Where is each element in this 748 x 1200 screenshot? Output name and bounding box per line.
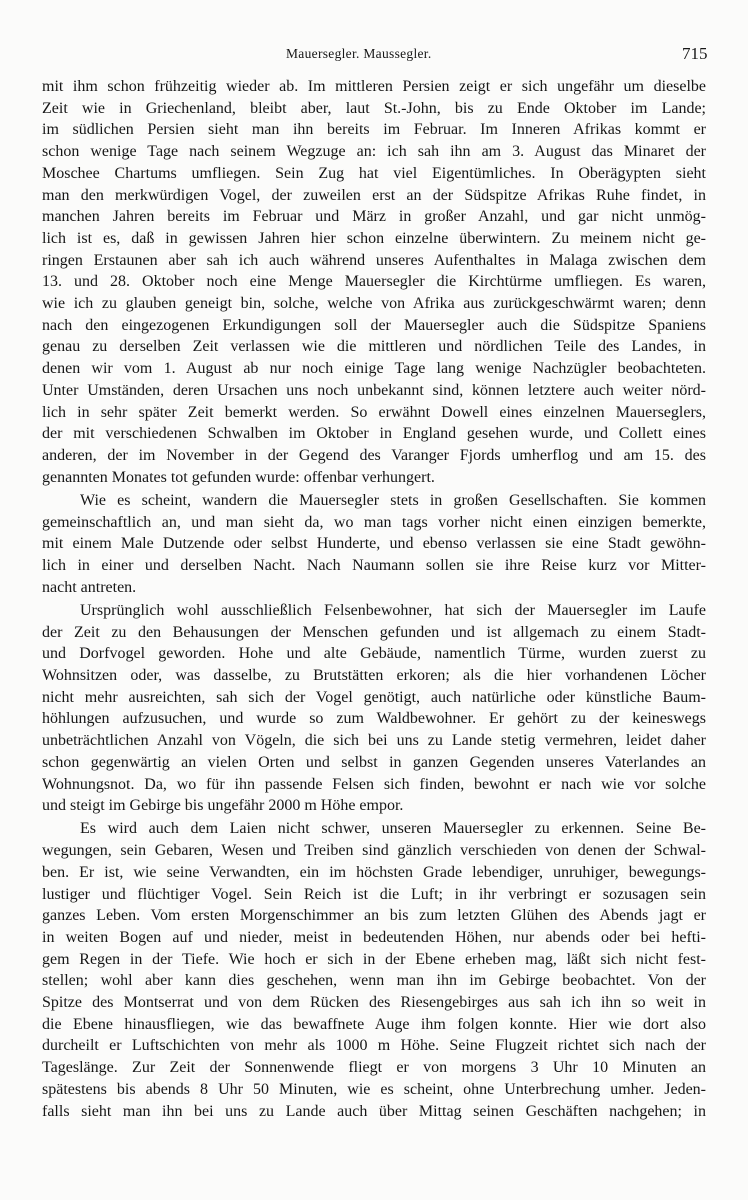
text-line: nach den eingezogenen Erkundigungen soll der Mauersegler auch die Südspitze Spaniens xyxy=(42,316,706,334)
page-number: 715 xyxy=(682,44,708,63)
text-line: unbeträchtlichen Anzahl von Vögeln, die sich bei uns zu Lande stetig vermehren, leidet daher xyxy=(42,732,706,750)
text-line: im südlichen Persien sieht man ihn bereits im Februar. Im Inneren Afrikas kommt er xyxy=(42,121,706,139)
text-line: genannten Monates tot gefunden wurde: offenbar verhungert. xyxy=(42,468,435,486)
page-header xyxy=(0,44,748,68)
paragraph xyxy=(42,490,706,599)
text-line: lich in sehr später Zeit bemerkt werden. So erwähnt Dowell eines einzelnen Mauerseglers, xyxy=(42,403,706,421)
text-line: Wohnsitzen oder, was dasselbe, zu Brutstätten erkoren; als die hier vorhandenen Löcher xyxy=(42,666,706,684)
text-line: Es wird auch dem Laien nicht schwer, unseren Mauersegler zu erkennen. Seine Be- xyxy=(80,820,706,838)
text-line: mit einem Male Dutzende oder selbst Hunderte, und ebenso verlassen sie eine Stadt gewöhn- xyxy=(42,535,706,553)
text-line: lustiger und flüchtiger Vogel. Sein Reich ist die Luft; in ihr verbringt er sozusagen sein xyxy=(42,885,706,903)
text-line: wegungen, sein Gebaren, Wesen und Treiben sind gänzlich verschieden von denen der Schwal- xyxy=(42,842,706,860)
text-line: denen wir vom 1. August ab nur noch einige Tage lang wenige Nachzügler beobachteten. xyxy=(42,360,706,378)
text-line: Wie es scheint, wandern die Mauersegler stets in großen Gesellschaften. Sie kommen xyxy=(80,491,706,509)
text-line: und steigt im Gebirge bis ungefähr 2000 m Höhe empor. xyxy=(42,797,404,815)
paragraph xyxy=(42,818,706,1122)
text-line: der mit verschiedenen Schwalben im Oktober in England gesehen wurde, und Collett eines xyxy=(42,425,706,443)
text-line: spätestens bis abends 8 Uhr 50 Minuten, wie es scheint, ohne Unterbrechung umher. Jeden- xyxy=(42,1080,706,1098)
text-line: schon gegenwärtig an vielen Orten und selbst in ganzen Gegenden unseres Vaterlandes an xyxy=(42,753,706,771)
text-line: ringen Erstaunen aber sah ich auch während unseres Aufenthaltes in Malaga zwischen dem xyxy=(42,251,706,269)
paragraph xyxy=(42,76,706,488)
text-line: falls sieht man ihn bei uns zu Lande auch über Mittag seinen Geschäften nachgehen; in xyxy=(42,1102,706,1120)
text-line: wie ich zu glauben geneigt bin, solche, welche von Afrika aus zurückgeschwärmt waren; denn xyxy=(42,295,706,313)
running-title: Mauersegler. Maussegler. xyxy=(286,46,432,61)
text-line: gem Regen in der Tiefe. Wie hoch er sich in der Ebene erheben mag, läßt sich nicht fest- xyxy=(42,950,706,968)
text-line: und Dorfvogel geworden. Hohe und alte Gebäude, namentlich Türme, wurden zuerst zu xyxy=(42,645,706,663)
text-line: Ursprünglich wohl ausschließlich Felsenbewohner, hat sich der Mauersegler im Laufe xyxy=(80,601,706,619)
text-line: in weiten Bogen auf und nieder, meist in bedeutenden Höhen, nur abends oder bei hefti- xyxy=(42,928,706,946)
text-line: stellen; wohl aber kann dies geschehen, wenn man ihn im Gebirge beobachtet. Von der xyxy=(42,972,706,990)
text-line: Tageslänge. Zur Zeit der Sonnenwende fliegt er von morgens 3 Uhr 10 Minuten an xyxy=(42,1059,706,1077)
text-line: ganzes Leben. Vom ersten Morgenschimmer an bis zum letzten Glühen des Abends jagt er xyxy=(42,907,706,925)
text-line: lich in einer und derselben Nacht. Nach Naumann sollen sie ihre Reise kurz vor Mitter- xyxy=(42,556,706,574)
text-line: 13. und 28. Oktober noch eine Menge Mauersegler die Kirchtürme umfliegen. Es waren, xyxy=(42,273,706,291)
text-line: genau zu derselben Zeit verlassen wie die mittleren und nördlichen Teile des Landes, in xyxy=(42,338,706,356)
text-line: durcheilt er Luftschichten von mehr als 1000 m Höhe. Seine Flugzeit richtet sich nach der xyxy=(42,1037,706,1055)
text-line: der Zeit zu den Behausungen der Menschen gefunden und ist allgemach zu einem Stadt- xyxy=(42,623,706,641)
text-line: schon wenige Tage nach seinem Wegzuge an: ich sah ihn am 3. August das Minaret der xyxy=(42,143,706,161)
text-line: Unter Umständen, deren Ursachen uns noch unbekannt sind, können letztere auch weiter nörd- xyxy=(42,381,706,399)
body-text xyxy=(42,76,706,1122)
text-line: anderen, der im November in der Gegend des Varanger Fjords umherflog und am 15. des xyxy=(42,446,706,464)
text-line: manchen Jahren bereits im Februar und März in großer Anzahl, und gar nicht unmög- xyxy=(42,208,706,226)
text-line: Wohnungsnot. Da, wo für ihn passende Felsen sich finden, bewohnt er nach wie vor solche xyxy=(42,775,706,793)
text-line: man den merkwürdigen Vogel, der zuweilen erst an der Südspitze Afrikas Ruhe findet, in xyxy=(42,186,706,204)
text-line: nacht antreten. xyxy=(42,578,137,596)
text-line: Zeit wie in Griechenland, bleibt aber, laut St.-John, bis zu Ende Oktober im Lande; xyxy=(42,99,706,117)
text-line: lich ist es, daß in gewissen Jahren hier schon einzelne überwintern. Zu meinem nicht ge- xyxy=(42,229,706,247)
text-line: mit ihm schon frühzeitig wieder ab. Im mittleren Persien zeigt er sich ungefähr um dieselbe xyxy=(42,78,706,95)
text-line: gemeinschaftlich an, und man sieht da, wo man tags vorher nicht einen einzigen bemerkte, xyxy=(42,513,706,531)
text-line: die Ebene hinausfliegen, wie das bewaffnete Auge ihm folgen konnte. Hier wie dort also xyxy=(42,1015,706,1033)
paragraph xyxy=(42,600,706,817)
text-line: Moschee Chartums umfliegen. Sein Zug hat viel Eigentümliches. In Oberägypten sieht xyxy=(42,164,706,182)
text-line: nicht mehr ausreichten, sah sich der Vogel genötigt, auch natürliche oder künstliche Baum- xyxy=(42,688,706,706)
text-line: ben. Er ist, wie seine Verwandten, ein im höchsten Grade lebendiger, unruhiger, bewegungs- xyxy=(42,863,706,881)
text-line: Spitze des Montserrat und von dem Rücken des Riesengebirges aus sah ich ihn so weit in xyxy=(42,994,706,1012)
text-line: höhlungen aufzusuchen, und wurde so zum Waldbewohner. Er gehört zu der keineswegs xyxy=(42,710,706,728)
